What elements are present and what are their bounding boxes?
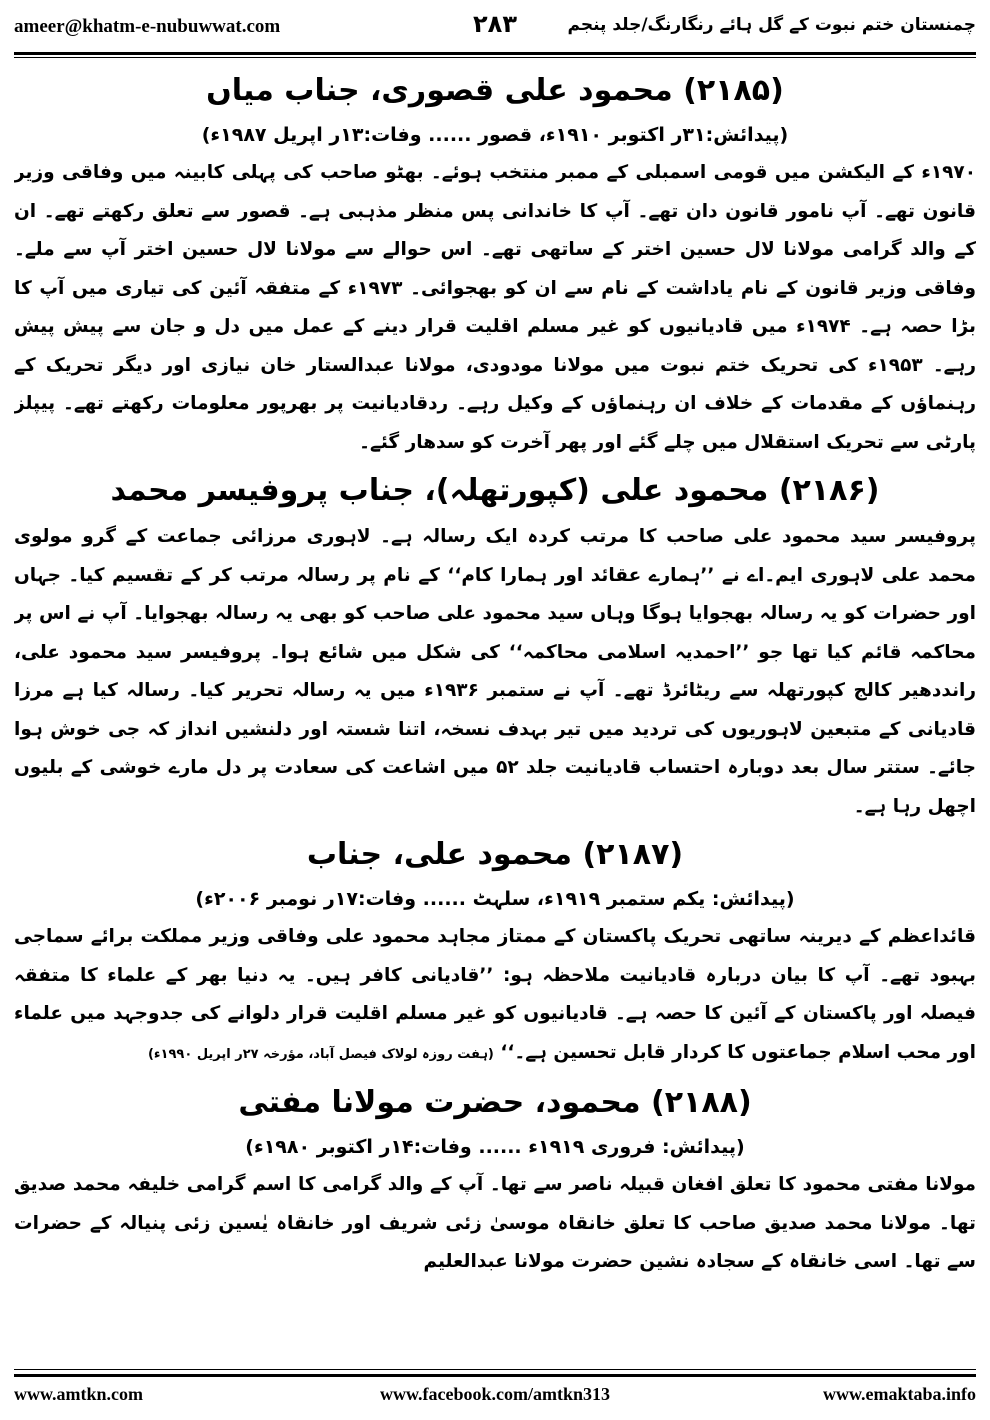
- footer-divider-thin: [14, 1369, 976, 1370]
- page-footer: [14, 1384, 976, 1414]
- entry-reference: (ہفت روزہ لولاک فیصل آباد، مؤرخہ ۲۷ر اپریل ۱۹۹۰ء): [147, 1046, 494, 1062]
- page-number: ۲۸۳: [473, 10, 517, 38]
- entry-dates: (پیدائش: فروری ۱۹۱۹ء ...... وفات:۱۴ر اکتوبر ۱۹۸۰ء): [245, 1136, 745, 1158]
- entry-paragraph-text: قائداعظم کے دیرینہ ساتھی تحریک پاکستان کے ممتاز مجاہد محمود علی وفاقی وزیر مملکت برائے سماجی بہبود تھے۔ آپ کا بیان دربارہ قادیانیت ملاحظہ ہو: ’’قادیانی کافر ہیں۔ یہ دنیا بھر کے علماء کا متفقہ فیصلہ اور پاکستان کے آئین کا حصہ ہے۔ قادیانیوں کو غیر مسلم اقلیت قرار دلوانے کی جدوجہد میں علماء اور محب اسلام جماعتوں کا کردار قابل تحسین ہے۔‘‘: [14, 926, 976, 1063]
- footer-link-emaktaba[interactable]: www.emaktaba.info: [822, 1384, 976, 1404]
- book-title: چمنستان ختم نبوت کے گل ہائے رنگارنگ/جلد پنجم: [567, 15, 976, 35]
- entry-paragraph: مولانا مفتی محمود کا تعلق افغان قبیلہ ناصر سے تھا۔ آپ کے والد گرامی کا اسم گرامی خلیفہ محمد صدیق تھا۔ مولانا محمد صدیق صاحب کا تعلق خانقاہ موسیٰ زئی شریف اور خانقاہ یٰسین زئی پنیالہ کے حضرات سے تھا۔ اسی خانقاہ کے سجادہ نشین حضرت مولانا عبدالعلیم: [14, 1174, 976, 1272]
- entry-2187: [14, 832, 976, 1074]
- entry-paragraph: ۱۹۷۰ء کے الیکشن میں قومی اسمبلی کے ممبر منتخب ہوئے۔ بھٹو صاحب کی پہلی کابینہ میں وفاقی وزیر قانون تھے۔ آپ نامور قانون دان تھے۔ آپ کا خاندانی پس منظر مذہبی ہے۔ قصور سے تعلق رکھتے تھے۔ ان کے والد گرامی مولانا لال حسین اختر کے ساتھی تھے۔ اس حوالے سے مولانا لال حسین اختر آپ سے ملے۔ وفاقی وزیر قانون کے نام یاداشت کے نام سے ان کو بھجوائی۔ ۱۹۷۳ء کے متفقہ آئین کی تیاری میں آپ کا بڑا حصہ ہے۔ ۱۹۷۴ء میں قادیانیوں کو غیر مسلم اقلیت قرار دینے کے عمل میں دل و جان سے پیش پیش رہے۔ ۱۹۵۳ء کی تحریک ختم نبوت میں مولانا مودودی، مولانا عبدالستار خان نیازی اور دیگر تحریک کے رہنماؤں کے مقدمات کے خلاف ان رہنماؤں کے وکیل رہے۔ ردقادیانیت پر بھرپور معلومات رکھتے تھے۔ پیپلز پارٹی سے تحریک استقلال میں چلے گئے اور پھر آخرت کو سدھار گئے۔: [14, 162, 976, 453]
- entry-heading: (۲۱۸۵) محمود علی قصوری، جناب میاں: [206, 73, 784, 108]
- entry-heading: (۲۱۸۶) محمود علی (کپورتھلہ)، جناب پروفیسر محمد: [110, 473, 880, 508]
- entry-paragraph: پروفیسر سید محمود علی صاحب کا مرتب کردہ ایک رسالہ ہے۔ لاہوری مرزائی جماعت کے گرو مولوی محمد علی لاہوری ایم۔اے نے ’’ہمارے عقائد اور ہمارا کام‘‘ کے نام پر رسالہ مرتب کر کے تقسیم کیا۔ جہاں اور حضرات کو یہ رسالہ بھجوایا ہوگا وہاں سید محمود علی صاحب کو بھی یہ رسالہ بھجوایا۔ آپ نے اس پر محاکمہ قائم کیا تھا جو ’’احمدیہ اسلامی محاکمہ‘‘ کی شکل میں شائع ہوا۔ پروفیسر سید محمود علی، رانددھیر کالج کپورتھلہ سے ریٹائرڈ تھے۔ آپ نے ستمبر ۱۹۳۶ء میں یہ رسالہ تحریر کیا۔ رسالہ کیا ہے مرزا قادیانی کے متبعین لاہوریوں کی تردید میں تیر بہدف نسخہ، اتنا شستہ اور دلنشیں انداز کہ جی خوش ہوا جائے۔ ستتر سال بعد دوبارہ احتساب قادیانیت جلد ۵۲ میں اشاعت کی سعادت پر دل مارے خوشی کے بلیوں اچھل رہا ہے۔: [14, 526, 976, 817]
- header-divider: [14, 52, 976, 55]
- header-divider-thin: [14, 57, 976, 58]
- entry-dates: (پیدائش:۳۱ر اکتوبر ۱۹۱۰ء، قصور ...... وفات:۱۳ر اپریل ۱۹۸۷ء): [201, 124, 789, 146]
- page-content: [14, 62, 976, 1364]
- entry-dates: (پیدائش: یکم ستمبر ۱۹۱۹ء، سلہٹ ...... وفات:۱۷ر نومبر ۲۰۰۶ء): [195, 888, 795, 910]
- entry-heading: (۲۱۸۷) محمود علی، جناب: [306, 837, 684, 872]
- entry-2188: [14, 1080, 976, 1282]
- entry-2185: [14, 68, 976, 462]
- entry-heading: (۲۱۸۸) محمود، حضرت مولانا مفتی: [238, 1085, 752, 1120]
- entry-2186: [14, 468, 976, 826]
- page-header: [14, 6, 976, 46]
- footer-link-amtkn[interactable]: www.amtkn.com: [14, 1384, 143, 1404]
- footer-link-facebook[interactable]: www.facebook.com/amtkn313: [380, 1384, 610, 1404]
- entry-paragraph: [14, 918, 976, 1074]
- footer-divider: [14, 1374, 976, 1377]
- header-email: ameer@khatm-e-nubuwwat.com: [14, 16, 281, 37]
